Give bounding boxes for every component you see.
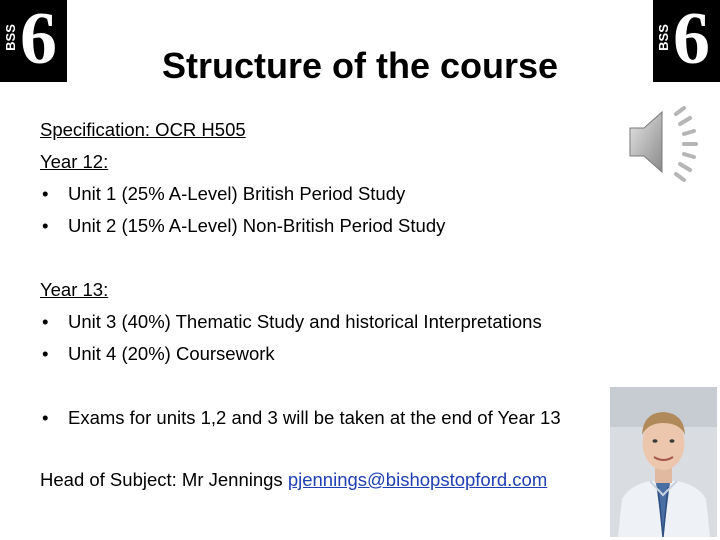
bullet-icon: • [42,407,49,428]
list-item: • Unit 2 (15% A-Level) Non-British Period Study [40,210,620,242]
school-logo-right: BSS 6 [653,0,720,82]
list-item: • Unit 1 (25% A-Level) British Period Study [40,178,620,210]
exam-note: • Exams for units 1,2 and 3 will be taken at the end of Year 13 [40,402,608,434]
speaker-icon[interactable] [626,104,702,184]
bullet-icon: • [42,311,49,332]
bullet-icon: • [42,343,49,364]
slide-body [40,114,620,496]
head-of-subject-line: Head of Subject: Mr Jennings pjennings@bishopstopford.com [40,469,548,490]
year-12-heading: Year 12: [40,151,109,172]
bullet-icon: • [42,215,49,236]
list-item: • Unit 4 (20%) Coursework [40,338,620,370]
year-13-heading: Year 13: [40,279,109,300]
slide-title: Structure of the course [161,45,559,86]
bullet-icon: • [42,183,49,204]
list-item: • Unit 3 (40%) Thematic Study and historical Interpretations [40,306,620,338]
school-logo-left: BSS 6 [0,0,67,82]
email-link[interactable]: pjennings@bishopstopford.com [287,469,548,490]
teacher-photo [610,387,717,537]
specification-line: Specification: OCR H505 [40,119,246,140]
